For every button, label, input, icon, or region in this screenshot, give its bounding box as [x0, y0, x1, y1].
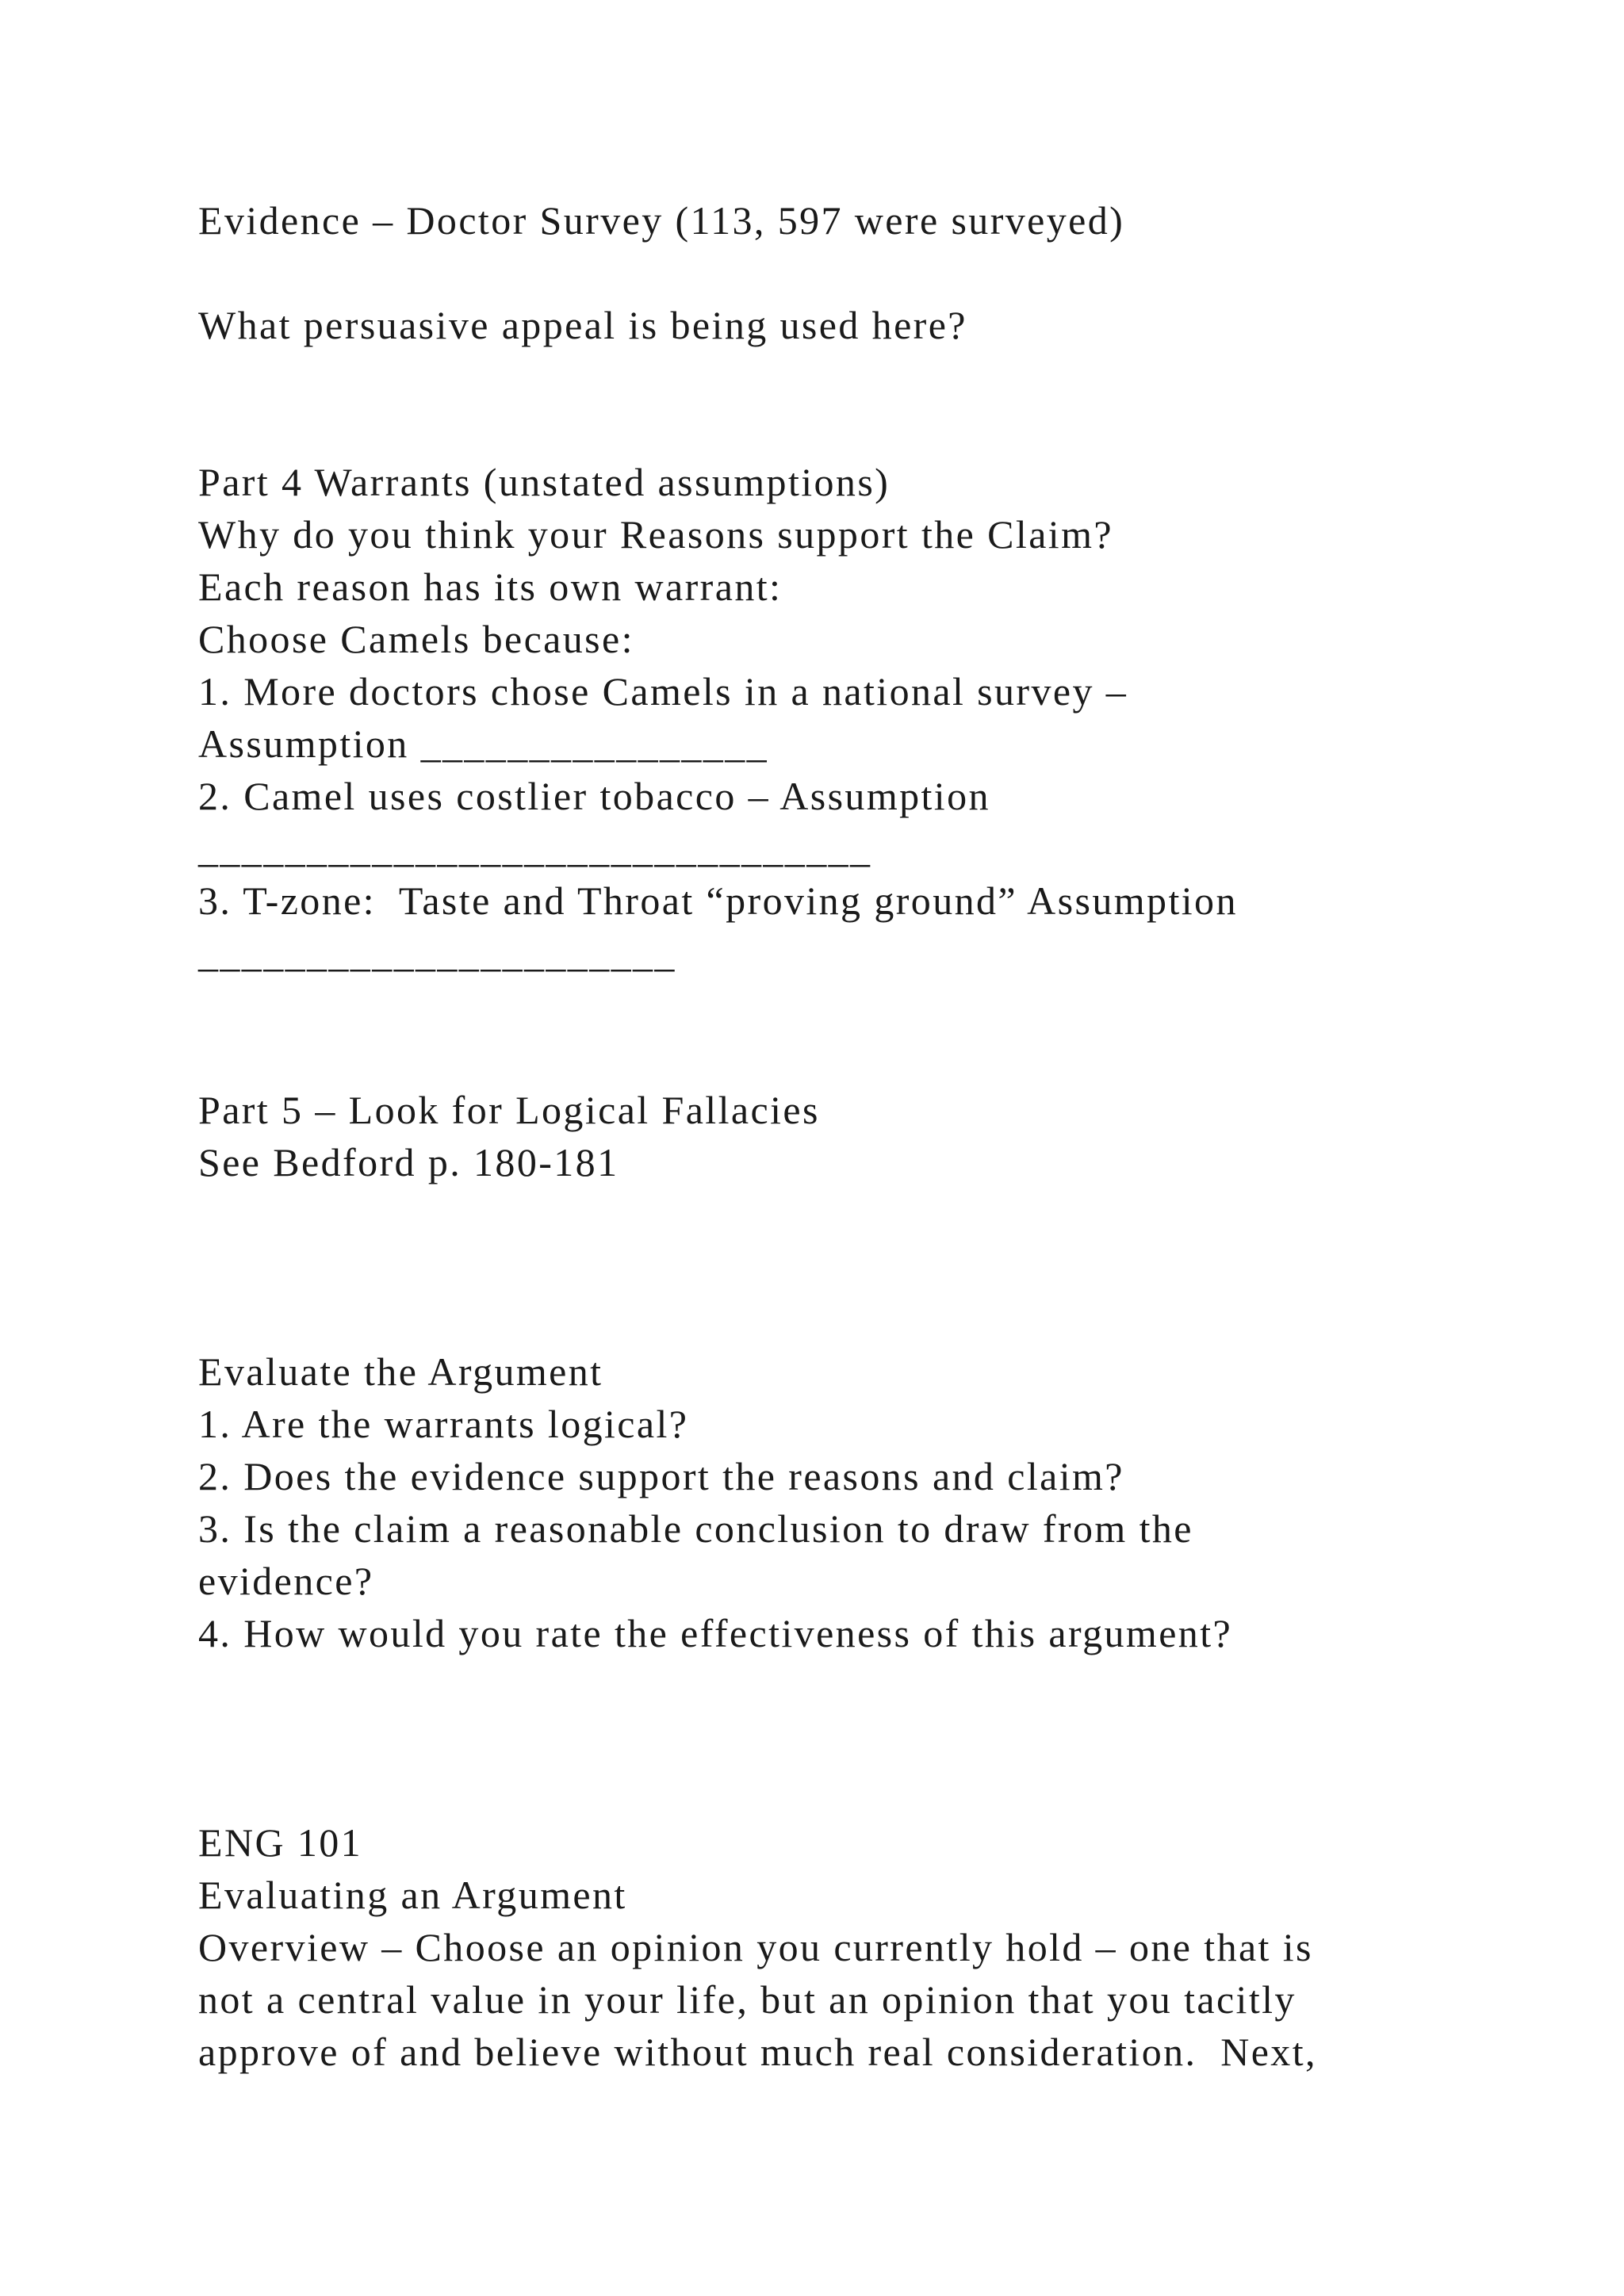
- part-4-heading: Part 4 Warrants (unstated assumptions): [198, 460, 891, 504]
- warrants-note: Each reason has its own warrant:: [198, 564, 783, 609]
- part-5-heading: Part 5 – Look for Logical Fallacies: [198, 1088, 820, 1132]
- assignment-title: Evaluating an Argument: [198, 1873, 627, 1917]
- evaluate-item-1: 1. Are the warrants logical?: [198, 1402, 689, 1446]
- reason-1-assumption: Assumption ________________: [198, 721, 768, 766]
- overview-line-3: approve of and believe without much real consideration. Next,: [198, 2030, 1317, 2074]
- evaluate-item-4: 4. How would you rate the effectiveness of this argument?: [198, 1611, 1233, 1655]
- bedford-reference: See Bedford p. 180-181: [198, 1140, 619, 1184]
- choose-camels-line: Choose Camels because:: [198, 617, 634, 661]
- reason-2: 2. Camel uses costlier tobacco – Assumption: [198, 774, 990, 818]
- warrants-question: Why do you think your Reasons support the Claim?: [198, 512, 1113, 557]
- reason-3: 3. T-zone: Taste and Throat “proving ground” Assumption: [198, 878, 1238, 923]
- evidence-line: Evidence – Doctor Survey (113, 597 were surveyed): [198, 198, 1125, 243]
- evaluate-heading: Evaluate the Argument: [198, 1349, 603, 1394]
- course-code: ENG 101: [198, 1820, 363, 1865]
- overview-line-1: Overview – Choose an opinion you currently hold – one that is: [198, 1925, 1313, 1969]
- evaluate-item-3-cont: evidence?: [198, 1559, 374, 1603]
- reason-2-blank: _______________________________: [198, 826, 872, 871]
- reason-1: 1. More doctors chose Camels in a national survey –: [198, 669, 1128, 714]
- evaluate-item-2: 2. Does the evidence support the reasons and claim?: [198, 1454, 1124, 1498]
- question-persuasive-appeal: What persuasive appeal is being used here?: [198, 303, 967, 347]
- reason-3-blank: ______________________: [198, 931, 676, 975]
- overview-line-2: not a central value in your life, but an opinion that you tacitly: [198, 1977, 1297, 2022]
- evaluate-item-3: 3. Is the claim a reasonable conclusion to draw from the: [198, 1506, 1193, 1551]
